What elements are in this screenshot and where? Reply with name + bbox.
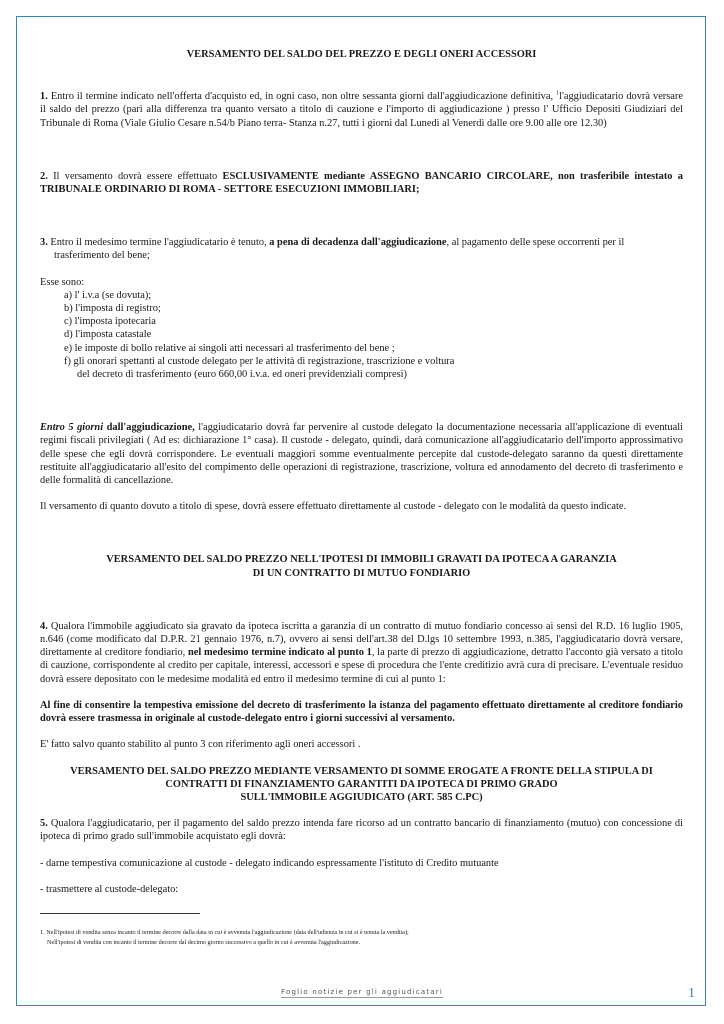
dash-item-trasmettere: - trasmettere al custode-delegato:: [40, 883, 179, 895]
section-title-ipoteca-line-1: VERSAMENTO DEL SALDO PREZZO NELL'IPOTESI DI IMMOBILI GRAVATI DA IPOTECA A GARANZIA: [106, 554, 617, 566]
paragraph-versamento-spese: Il versamento di quanto dovuto a titolo di spese, dovrà essere effettuato direttamente al custode - delegato con le modalità da questo indicate.: [40, 501, 627, 513]
section-title-mutuo-line-1: VERSAMENTO DEL SALDO PREZZO MEDIANTE VERSAMENTO DI SOMME EROGATE A FRONTE DELLA STIPULA DI: [70, 765, 653, 777]
section-title-saldo-prezzo: VERSAMENTO DEL SALDO DEL PREZZO E DEGLI ONERI ACCESSORI: [186, 49, 537, 60]
paragraph-4-bold: nel medesimo termine indicato al punto 1: [188, 647, 372, 659]
paragraph-5-giorni: [40, 421, 683, 487]
footnote-line-1: 1. Nell'ipotesi di vendita senza incanto il termine decorre dalla data in cui è avvenuta l'aggiudicazione (data dell'udienza in cui si è tenuta la vendita);: [40, 929, 409, 936]
paragraph-5-number: 5.: [40, 818, 48, 830]
paragraph-istanza: [40, 699, 683, 725]
dash-item-comunicazione: - darne tempestiva comunicazione al custode - delegato indicando espressamente l'istituto di Credito mutuante: [40, 857, 499, 869]
paragraph-4-number: 4.: [40, 620, 48, 632]
list-item-continuation: del decreto di trasferimento (euro 660,00 i.v.a. ed oneri previdenziali compresi): [77, 369, 407, 381]
paragraph-5-giorni-text: l'aggiudicatario dovrà far pervenire al custode delegato la documentazione necessaria all'applicazione di eventuali regimi fiscali privilegiati ( Ad es: dichiarazione 1° casa). Il custode - delegato, quindi, darà comunicazione all'aggiudicatario dell'importo approssimativo delle spese che egli dovrà corrispondere. Le eventuali maggiori somme eventualmente percepite dal custode-delegato saranno da questi direttamente restituite all'aggiudicatario all'esito del compimento delle operazioni di registrazione, trascrizione, voltura ed annodamento del decreto di trasferimento e delle formalità di cancellazione.: [40, 422, 684, 487]
paragraph-2-number: 2.: [40, 170, 48, 182]
paragraph-1-text-a: Entro il termine indicato nell'offerta d'acquisto ed, in ogni caso, non oltre sessanta giorni dall'aggiudicazione definitiva,: [47, 91, 557, 103]
paragraph-5-giorni-italic: Entro 5 giorni: [40, 422, 104, 434]
list-item: c) l'imposta ipotecaria: [64, 316, 156, 328]
paragraph-fatto-salvo: E' fatto salvo quanto stabilito al punto 3 con riferimento agli oneri accessori .: [40, 739, 361, 751]
section-title-ipoteca-line-2: DI UN CONTRATTO DI MUTUO FONDIARIO: [252, 567, 471, 579]
list-item: f) gli onorari spettanti al custode delegato per le attività di registrazione, trascrizione e voltura: [64, 355, 455, 367]
footnote-divider: [40, 913, 200, 914]
paragraph-4-text-b: , la parte di prezzo di aggiudicazione, detratto l'acconto già versato a titolo di cauzione, corrispondente al credito per capitale, interessi, accessori e spese di procedura che l'ente creditizio avrà cura di precisare. L'eventuale residuo dovrà essere depositato con le medesime modalità ed entro il medesimo termine di cui al punto 1:: [40, 647, 683, 685]
paragraph-1-number: 1.: [40, 91, 48, 103]
section-title-mutuo-line-2: CONTRATTI DI FINANZIAMENTO GARANTITI DA IPOTECA DI PRIMO GRADO: [165, 778, 558, 790]
paragraph-3-text-a: Entro il medesimo termine l'aggiudicatario è tenuto,: [47, 237, 270, 249]
paragraph-4: [40, 620, 683, 686]
footer-text: Foglio notizie per gli aggiudicatari: [280, 988, 443, 996]
footnote-ref-1: 1: [556, 90, 560, 97]
list-item: d) l'imposta catastale: [64, 329, 152, 341]
page-footer: [0, 988, 724, 996]
paragraph-3-continuation: trasferimento del bene;: [54, 250, 150, 262]
paragraph-5-text: Qualora l'aggiudicatario, per il pagamento del saldo prezzo intenda fare ricorso ad un contratto bancario di finanziamento (mutuo) con concessione di ipoteca di primo grado sull'immobile acquistato egli dovrà:: [40, 818, 683, 843]
paragraph-2: [40, 170, 683, 196]
footnote-line-2: Nell'ipotesi di vendita con incanto il termine decorre dal decimo giorno successivo a quello in cui è avvenuta l'aggiudicazione.: [47, 939, 361, 946]
document-body: [40, 48, 683, 896]
spese-list: [40, 289, 683, 381]
paragraph-2-text: Il versamento dovrà essere effettuato: [47, 170, 223, 182]
list-item: e) le imposte di bollo relative ai singoli atti necessari al trasferimento del bene ;: [64, 342, 395, 354]
paragraph-3: [40, 236, 683, 249]
paragraph-1: [40, 90, 683, 130]
paragraph-3-bold: a pena di decadenza dall'aggiudicazione: [269, 237, 447, 249]
list-item: a) l' i.v.a (se dovuta);: [64, 289, 152, 301]
paragraph-istanza-bold: Al fine di consentire la tempestiva emissione del decreto di trasferimento la istanza del pagamento effettuato direttamente al creditore fondiario dovrà essere trasmessa in originale al custode-delegato entro i giorni successivi al versamento.: [40, 699, 683, 725]
paragraph-3-text-b: , al pagamento delle spese occorrenti per il: [446, 237, 625, 249]
esse-sono-label: Esse sono:: [40, 276, 85, 288]
paragraph-4-text-a: Qualora l'immobile aggiudicato sia gravato da ipoteca iscritta a garanzia di un contratto di mutuo fondiario concesso ai sensi del R.D. 16 luglio 1905, n.646 (come modificato dal D.P.R. 21 gennaio 1976, n.7), ovvero ai sensi dell'art.38 del D.lgs 10 settembre 1993, n.385, l'aggiudicatario dovrà versare, direttamente al creditore fondiario,: [40, 620, 683, 659]
list-item: b) l'imposta di registro;: [64, 303, 161, 315]
section-title-mutuo-line-3: SULL'IMMOBILE AGGIUDICATO (ART. 585 C.PC): [240, 791, 483, 803]
footnote: [40, 928, 683, 948]
page-number: 1: [688, 986, 695, 1001]
paragraph-1-text-b: l'aggiudicatario dovrà versare il saldo del prezzo (pari alla differenza tra quanto versato a titolo di cauzione e l'importo di aggiudicazione ) presso l' Ufficio Depositi Giudiziari del Tribunale di Roma (Viale Giulio Cesare n.54/b Piano terra- Stanza n.27, tutti i giorni dal Lunedì al Venerdì dalle ore 9.00 alle ore 12.30): [40, 91, 683, 129]
paragraph-3-number: 3.: [40, 237, 48, 249]
paragraph-5-giorni-bold: dall'aggiudicazione,: [103, 422, 195, 434]
paragraph-5: [40, 817, 683, 843]
paragraph-2-bold: ESCLUSIVAMENTE mediante ASSEGNO BANCARIO CIRCOLARE, non trasferibile intestato a TRIBUNALE ORDINARIO DI ROMA - SETTORE ESECUZIONI IMMOBILIARI;: [40, 170, 683, 196]
